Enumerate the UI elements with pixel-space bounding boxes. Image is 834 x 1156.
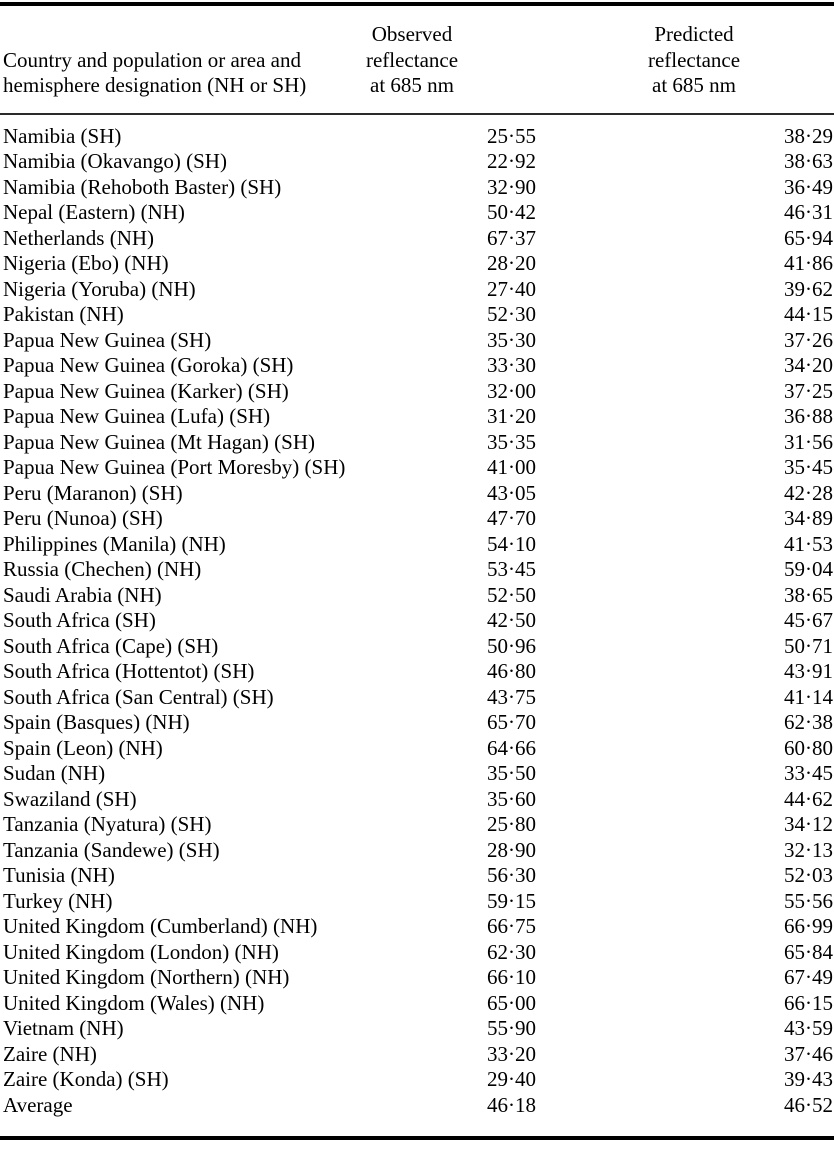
cell-observed-reflectance: 33·30 (487, 353, 536, 377)
header-row (0, 22, 834, 99)
cell-observed-reflectance: 65·00 (487, 990, 536, 1015)
column-header-country-line-2: hemisphere designation (NH or SH) (3, 73, 307, 97)
cell-country: Swaziland (SH) (3, 786, 137, 811)
cell-observed-reflectance: 64·66 (487, 735, 536, 760)
cell-predicted-reflectance: 34·20 (784, 353, 833, 377)
cell-country: Peru (Maranon) (SH) (3, 480, 183, 505)
cell-country: Nigeria (Yoruba) (NH) (3, 276, 196, 301)
table-row (0, 1067, 834, 1093)
cell-predicted-reflectance: 55·56 (784, 888, 833, 913)
cell-observed-reflectance: 32·00 (487, 378, 536, 403)
cell-predicted-reflectance: 65·84 (784, 939, 833, 964)
table-row (0, 965, 834, 991)
table-row (0, 124, 834, 150)
cell-predicted-reflectance: 39·43 (784, 1067, 833, 1091)
cell-country: Sudan (NH) (3, 761, 106, 785)
cell-country: Tunisia (NH) (3, 863, 115, 887)
cell-predicted-reflectance: 31·56 (784, 429, 833, 454)
table-row (0, 226, 834, 252)
cell-predicted-reflectance: 46·31 (784, 200, 833, 224)
table-row (0, 379, 834, 405)
table-row (0, 481, 834, 507)
cell-observed-reflectance: 28·20 (487, 251, 536, 275)
table-row (0, 940, 834, 966)
cell-observed-reflectance: 43·75 (487, 684, 536, 709)
cell-predicted-reflectance: 32·13 (784, 837, 833, 862)
table-row (0, 532, 834, 558)
cell-predicted-reflectance: 44·62 (784, 786, 833, 811)
cell-country: United Kingdom (Wales) (NH) (3, 990, 265, 1015)
cell-country: Spain (Basques) (NH) (3, 710, 190, 734)
cell-observed-reflectance: 52·50 (487, 582, 536, 607)
cell-observed-reflectance: 35·35 (487, 429, 536, 454)
table-row (0, 812, 834, 838)
table-row (0, 685, 834, 711)
cell-predicted-reflectance: 37·46 (784, 1041, 833, 1066)
table-row (0, 863, 834, 889)
header-bottom-spacer-row (0, 99, 834, 113)
cell-predicted-reflectance: 37·25 (784, 378, 833, 403)
column-header-predicted-line-1: Predicted (654, 22, 734, 46)
table-row (0, 251, 834, 277)
cell-observed-reflectance: 41·00 (487, 455, 536, 479)
cell-country: Peru (Nunoa) (SH) (3, 506, 163, 530)
table-row (0, 353, 834, 379)
cell-observed-reflectance: 33·20 (487, 1041, 536, 1066)
cell-observed-reflectance: 54·10 (487, 531, 536, 556)
table-row (0, 659, 834, 685)
table-row (0, 1042, 834, 1068)
column-header-observed (278, 22, 556, 99)
header-spacer-row (0, 6, 834, 22)
column-header-observed-line-1: Observed (371, 22, 453, 46)
cell-observed-reflectance: 50·42 (487, 200, 536, 224)
header-bottom-spacer (0, 99, 834, 113)
cell-observed-reflectance: 35·60 (487, 786, 536, 811)
cell-observed-reflectance: 52·30 (487, 302, 536, 326)
cell-observed-reflectance: 25·80 (487, 812, 536, 836)
reflectance-table (0, 6, 834, 1136)
cell-predicted-reflectance: 52·03 (784, 863, 833, 887)
cell-observed-reflectance: 56·30 (487, 863, 536, 887)
cell-observed-reflectance: 66·10 (487, 965, 536, 989)
cell-observed-reflectance: 46·80 (487, 659, 536, 683)
header-top-spacer (0, 6, 834, 22)
table-row (0, 506, 834, 532)
body-bottom-spacer-row (0, 1118, 834, 1136)
cell-predicted-reflectance: 43·91 (784, 659, 833, 683)
cell-observed-reflectance: 29·40 (487, 1067, 536, 1091)
cell-predicted-reflectance: 33·45 (784, 761, 833, 785)
cell-country: Zaire (Konda) (SH) (3, 1067, 169, 1091)
cell-predicted-reflectance: 36·49 (784, 174, 833, 199)
cell-observed-reflectance: 67·37 (487, 225, 536, 250)
cell-observed-reflectance: 59·15 (487, 888, 536, 913)
cell-observed-reflectance: 25·55 (487, 123, 536, 148)
cell-predicted-reflectance: 36·88 (784, 404, 833, 428)
cell-observed-reflectance: 31·20 (487, 404, 536, 428)
cell-observed-reflectance: 62·30 (487, 939, 536, 964)
body-bottom-spacer (0, 1118, 834, 1136)
cell-predicted-reflectance: 46·52 (784, 1092, 833, 1117)
cell-observed-reflectance: 42·50 (487, 608, 536, 632)
table-row (0, 889, 834, 915)
cell-predicted-reflectance: 59·04 (784, 557, 833, 581)
table-bottom-rule (0, 1136, 834, 1140)
cell-predicted-reflectance: 66·99 (784, 914, 833, 938)
cell-country: South Africa (Hottentot) (SH) (3, 659, 255, 683)
reflectance-table-container (0, 2, 834, 1156)
table-row (0, 404, 834, 430)
cell-country: Namibia (SH) (3, 123, 122, 148)
column-header-observed-line-2: reflectance (365, 47, 459, 72)
cell-observed-reflectance: 50·96 (487, 633, 536, 658)
cell-predicted-reflectance: 34·12 (784, 812, 833, 836)
table-row (0, 430, 834, 456)
table-body (0, 113, 834, 1137)
cell-country: Zaire (NH) (3, 1041, 97, 1066)
cell-predicted-reflectance: 41·53 (784, 531, 833, 556)
cell-country: Papua New Guinea (Goroka) (SH) (3, 353, 294, 377)
table-row (0, 608, 834, 634)
table-header-rule (0, 113, 834, 115)
column-header-predicted-line-3: at 685 nm (652, 73, 736, 97)
cell-observed-reflectance: 28·90 (487, 837, 536, 862)
cell-country: United Kingdom (Cumberland) (NH) (3, 914, 318, 938)
cell-country: Russia (Chechen) (NH) (3, 557, 202, 581)
cell-observed-reflectance: 32·90 (487, 174, 536, 199)
cell-predicted-reflectance: 45·67 (784, 608, 833, 632)
cell-predicted-reflectance: 50·71 (784, 633, 833, 658)
table-header (0, 6, 834, 113)
column-header-observed-line-3: at 685 nm (370, 73, 454, 97)
cell-country: Netherlands (NH) (3, 225, 155, 250)
cell-country: Tanzania (Sandewe) (SH) (3, 837, 220, 862)
cell-predicted-reflectance: 60·80 (784, 735, 833, 760)
cell-country: Papua New Guinea (SH) (3, 327, 212, 352)
table-row (0, 277, 834, 303)
cell-country: South Africa (SH) (3, 608, 156, 632)
cell-country: Papua New Guinea (Mt Hagan) (SH) (3, 429, 315, 454)
cell-country: Vietnam (NH) (3, 1016, 124, 1040)
cell-country: Papua New Guinea (Karker) (SH) (3, 378, 289, 403)
cell-observed-reflectance: 22·92 (487, 149, 536, 173)
cell-country: United Kingdom (London) (NH) (3, 939, 279, 964)
cell-observed-reflectance: 65·70 (487, 710, 536, 734)
cell-observed-reflectance: 53·45 (487, 557, 536, 581)
column-header-predicted-line-2: reflectance (647, 47, 741, 72)
cell-country: Pakistan (NH) (3, 302, 124, 326)
cell-predicted-reflectance: 37·26 (784, 327, 833, 352)
column-header-country-line-1: Country and population or area and (3, 47, 301, 72)
cell-predicted-reflectance: 41·86 (784, 251, 833, 275)
table-row (0, 302, 834, 328)
cell-predicted-reflectance: 38·63 (784, 149, 833, 173)
cell-country: Philippines (Manila) (NH) (3, 531, 226, 556)
cell-predicted-reflectance: 67·49 (784, 965, 833, 989)
cell-country: Papua New Guinea (Lufa) (SH) (3, 404, 271, 428)
table-row (0, 710, 834, 736)
table-row (0, 328, 834, 354)
cell-observed-reflectance: 47·70 (487, 506, 536, 530)
table-row (0, 787, 834, 813)
cell-country: Turkey (NH) (3, 888, 113, 913)
cell-observed-reflectance: 55·90 (487, 1016, 536, 1040)
table-row (0, 1016, 834, 1042)
cell-country: United Kingdom (Northern) (NH) (3, 965, 290, 989)
cell-predicted-reflectance: 65·94 (784, 225, 833, 250)
cell-country: South Africa (San Central) (SH) (3, 684, 274, 709)
cell-predicted-reflectance: 35·45 (784, 455, 833, 479)
table-row (0, 991, 834, 1017)
column-header-country (0, 22, 307, 99)
table-row (0, 557, 834, 583)
table-row (0, 838, 834, 864)
cell-country: South Africa (Cape) (SH) (3, 633, 219, 658)
table-row (0, 634, 834, 660)
cell-predicted-reflectance: 38·65 (784, 582, 833, 607)
table-row (0, 583, 834, 609)
cell-country: Nigeria (Ebo) (NH) (3, 251, 169, 275)
cell-country: Saudi Arabia (NH) (3, 582, 162, 607)
table-row (0, 455, 834, 481)
cell-country: Average (3, 1092, 73, 1117)
cell-observed-reflectance: 43·05 (487, 480, 536, 505)
table-row (0, 761, 834, 787)
cell-predicted-reflectance: 44·15 (784, 302, 833, 326)
table-row (0, 200, 834, 226)
cell-predicted-reflectance: 42·28 (784, 480, 833, 505)
cell-predicted-reflectance: 43·59 (784, 1016, 833, 1040)
table-row (0, 736, 834, 762)
cell-observed-reflectance: 27·40 (487, 276, 536, 301)
cell-country: Papua New Guinea (Port Moresby) (SH) (3, 455, 346, 479)
cell-country: Tanzania (Nyatura) (SH) (3, 812, 212, 836)
cell-country: Spain (Leon) (NH) (3, 735, 163, 760)
cell-observed-reflectance: 66·75 (487, 914, 536, 938)
cell-observed-reflectance: 35·50 (487, 761, 536, 785)
table-row (0, 1093, 834, 1119)
table-row (0, 149, 834, 175)
table-row (0, 175, 834, 201)
cell-predicted-reflectance: 38·29 (784, 123, 833, 148)
cell-country: Namibia (Rehoboth Baster) (SH) (3, 174, 282, 199)
cell-predicted-reflectance: 34·89 (784, 506, 833, 530)
column-header-predicted (556, 22, 834, 99)
cell-predicted-reflectance: 39·62 (784, 276, 833, 301)
cell-observed-reflectance: 35·30 (487, 327, 536, 352)
cell-country: Nepal (Eastern) (NH) (3, 200, 185, 224)
cell-predicted-reflectance: 41·14 (784, 684, 833, 709)
cell-predicted-reflectance: 62·38 (784, 710, 833, 734)
cell-observed-reflectance: 46·18 (487, 1092, 536, 1117)
table-row (0, 914, 834, 940)
cell-predicted-reflectance: 66·15 (784, 990, 833, 1015)
cell-country: Namibia (Okavango) (SH) (3, 149, 227, 173)
